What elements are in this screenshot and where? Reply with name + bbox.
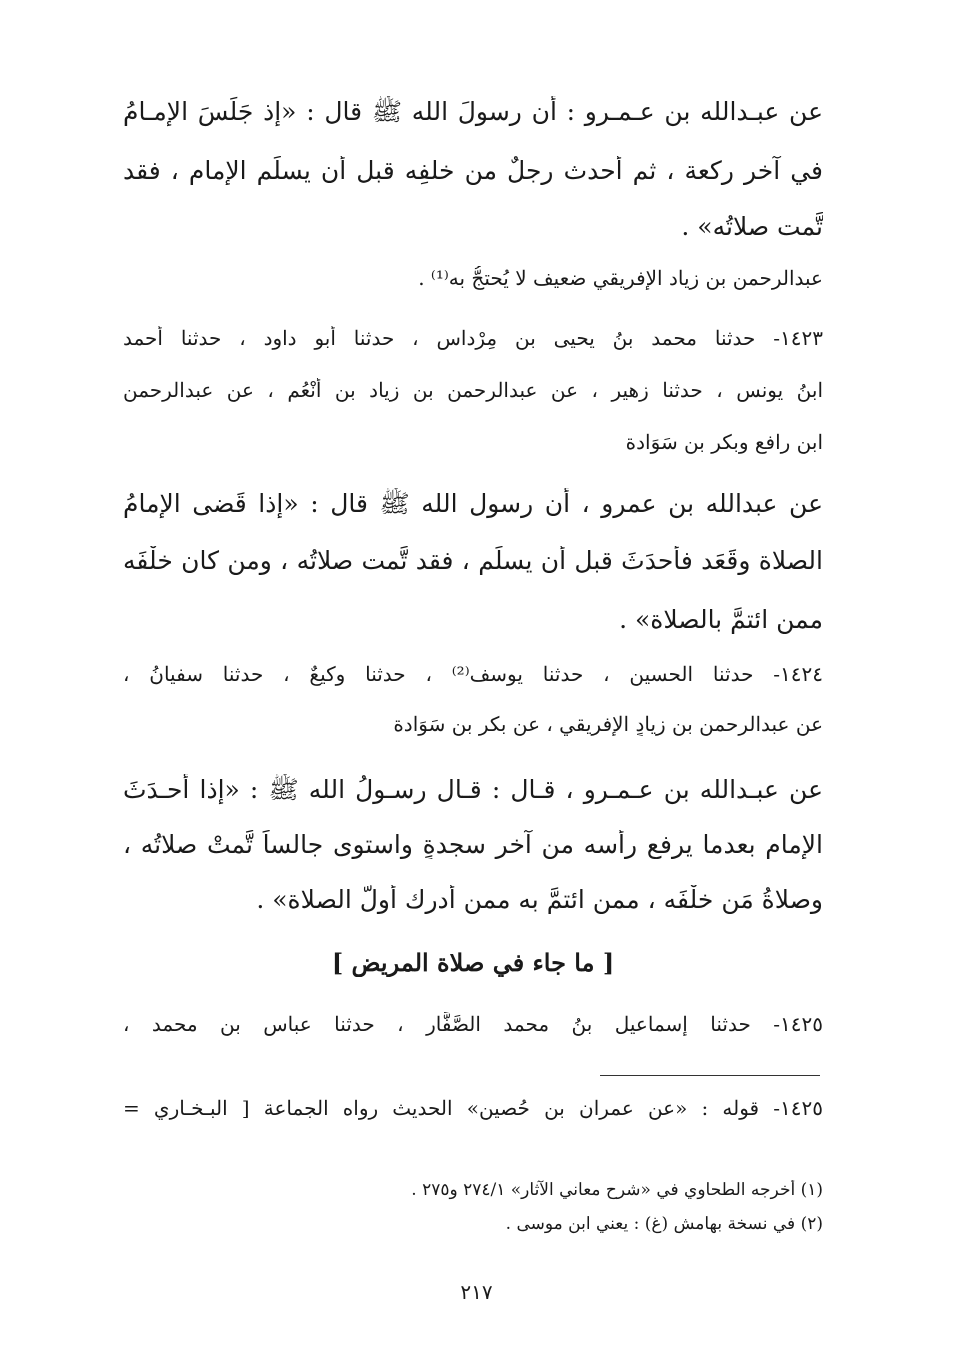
text-line: عن عبـدالله بن عـمـرو ، قـال : قـال رسـولُ الله ﷺ : «إذا أحـدَثَ	[123, 775, 823, 804]
text-line: ممن ائتمَّ بالصلاة» .	[619, 605, 823, 634]
text-line: وصلاةُ مَن خلْفَه ، ممن ائتمَّ به ممن أدرك أولَّ الصلاة» .	[256, 885, 823, 914]
text-line: تَّمت صلاتُه» .	[681, 212, 823, 241]
text-line: ١٤٢٤- حدثنا الحسين ، حدثنا يوسف⁽²⁾ ، حدثنا وكيعٌ ، حدثنا سفيانُ ،	[123, 662, 823, 686]
footnote-divider	[600, 1075, 820, 1076]
section-heading: [ ما جاء في صلاة المريض ]	[331, 948, 615, 977]
text-line: عبدالرحمن بن زياد الإفريقي ضعيف لا يُحتجُّ به⁽¹⁾ .	[418, 266, 823, 290]
text-line: عن عبدالله بن عمرو ، أن رسول الله ﷺ قال : «إذا قَضى الإمامُ	[123, 489, 823, 518]
page-number: ٢١٧	[460, 1280, 493, 1304]
text-line: الإمام بعدما يرفع رأسه من آخر سجدةٍ واستوى جالساً تَّمتْ صلاتُه ،	[123, 830, 823, 859]
text-line: الصلاة وقَعَد فأحدَثَ قبل أن يسلِّم ، فقد تَّمت صلاتُه ، ومن كان خلْفَه	[123, 546, 823, 575]
text-line: ابنُ يونس ، حدثنا زهير ، عن عبدالرحمن بن زياد بن أنْعُم ، عن عبدالرحمن	[123, 378, 823, 402]
text-line: عن عبدالرحمن بن زيادٍ الإفريقي ، عن بكر بن سَوَادة	[393, 712, 823, 736]
commentary-line: ١٤٢٥- قوله : «عن عمران بن حُصين» الحديث رواه الجماعة [ البـخـاري =	[123, 1096, 823, 1120]
text-line: في آخر ركعة ، ثم أحدث رجلٌ من خلفِه قبل أن يسلِّم الإمام ، فقد	[123, 156, 823, 185]
text-line: ابن رافع وبكر بن سَوَادة	[625, 430, 823, 454]
text-line: عن عبـدالله بن عـمـرو : أن رسولَ الله ﷺ قال : «إذ جَلَسَ الإمـامُ	[123, 97, 823, 126]
footnote-2: (٢) في نسخة بهامش (غ) : يعني ابن موسى .	[505, 1214, 823, 1234]
text-line: ١٤٢٥- حدثنا إسماعيل بنُ محمد الصَّفَّار ، حدثنا عباس بن محمد ،	[123, 1012, 823, 1036]
text-line: ١٤٢٣- حدثنا محمد بنُ يحيى بن مِرْداس ، حدثنا أبو داود ، حدثنا أحمد	[123, 326, 823, 350]
footnote-1: (١) أخرجه الطحاوي في «شرح معاني الآثار» ٢٧٤/١ و٢٧٥ .	[411, 1180, 823, 1200]
